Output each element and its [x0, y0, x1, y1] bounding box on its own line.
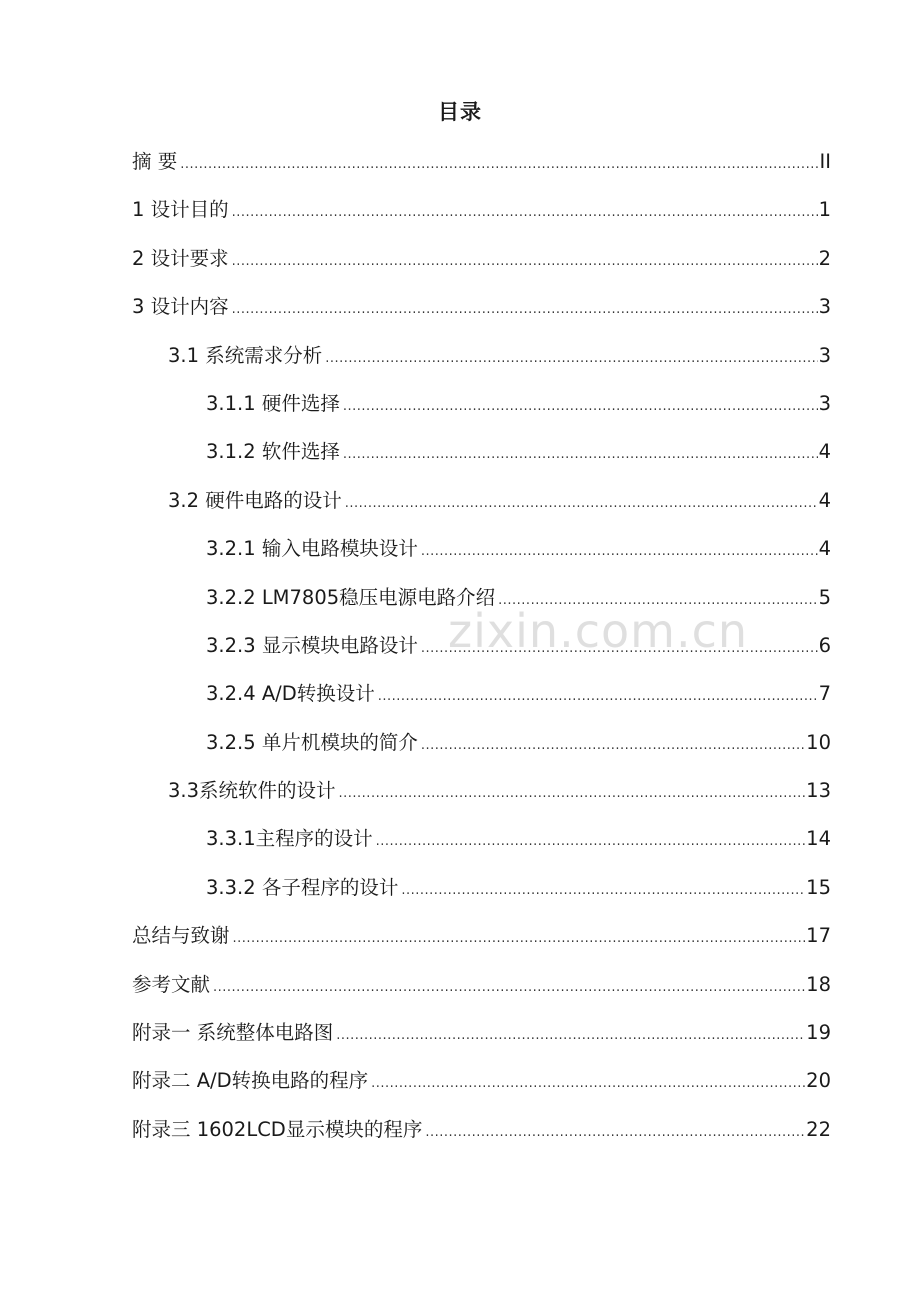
- toc-entry-title: 摘 要: [132, 150, 178, 173]
- toc-entry-title: 1 设计目的: [132, 198, 229, 222]
- toc-entry[interactable]: [132, 916, 831, 964]
- toc-page-number: 10: [806, 730, 831, 754]
- dot-leader: [339, 774, 806, 814]
- toc-entry-title: 附录二 A/D转换电路的程序: [132, 1069, 369, 1093]
- toc-entry-title: 3.2.4 A/D转换设计: [206, 682, 375, 706]
- dot-leader: [421, 532, 818, 572]
- dot-leader: [343, 435, 818, 475]
- toc-page-number: 14: [806, 827, 831, 851]
- dot-leader: [180, 145, 818, 185]
- toc-entry[interactable]: [132, 336, 831, 384]
- watermark: zixin.com.cn: [448, 604, 749, 658]
- toc-page-number: 4: [818, 488, 831, 512]
- toc-page-number: II: [819, 150, 831, 173]
- toc-entry[interactable]: [132, 771, 831, 819]
- toc-entry[interactable]: [132, 819, 831, 867]
- toc-title: 目录: [438, 100, 482, 124]
- dot-leader: [232, 193, 818, 233]
- toc-page-number: 4: [818, 537, 831, 561]
- toc-entry[interactable]: [132, 190, 831, 238]
- toc-entry[interactable]: [132, 1013, 831, 1061]
- dot-leader: [421, 726, 805, 766]
- toc-entry[interactable]: [132, 481, 831, 529]
- dot-leader: [345, 484, 818, 524]
- toc-entry-title: 3 设计内容: [132, 295, 229, 319]
- dot-leader: [421, 629, 818, 669]
- toc-entry[interactable]: [132, 142, 831, 190]
- toc-entry[interactable]: [132, 239, 831, 287]
- toc-entry[interactable]: [132, 578, 831, 626]
- toc-entry-title: 总结与致谢: [132, 924, 230, 948]
- toc-entry-title: 3.1.2 软件选择: [206, 440, 340, 464]
- toc-entry-title: 附录一 系统整体电路图: [132, 1021, 334, 1045]
- toc-entry[interactable]: [132, 868, 831, 916]
- toc-entry-title: 3.3.2 各子程序的设计: [206, 875, 399, 899]
- toc-entry-title: 3.1.1 硬件选择: [206, 391, 340, 415]
- toc-page-number: 19: [806, 1021, 831, 1045]
- toc-entry[interactable]: [132, 626, 831, 674]
- toc-page-number: 20: [806, 1069, 831, 1093]
- toc-list: [132, 142, 831, 1158]
- toc-page-number: 13: [806, 779, 831, 803]
- toc-page-number: 22: [806, 1117, 831, 1141]
- dot-leader: [371, 1064, 805, 1104]
- toc-entry-title: 3.2.5 单片机模块的简介: [206, 730, 418, 754]
- toc-entry[interactable]: [132, 432, 831, 480]
- toc-page-number: 4: [818, 440, 831, 464]
- toc-entry[interactable]: [132, 723, 831, 771]
- toc-entry-title: 3.2.1 输入电路模块设计: [206, 537, 418, 561]
- toc-page-number: 3: [818, 295, 831, 319]
- dot-leader: [343, 387, 818, 427]
- toc-page-number: 7: [818, 682, 831, 706]
- toc-entry-title: 3.3系统软件的设计: [168, 779, 336, 803]
- toc-entry-title: 3.2.2 LM7805稳压电源电路介绍: [206, 585, 496, 609]
- dot-leader: [376, 822, 806, 862]
- dot-leader: [498, 581, 817, 621]
- toc-page-number: 1: [818, 198, 831, 222]
- toc-entry-title: 3.2.3 显示模块电路设计: [206, 633, 418, 657]
- toc-entry-title: 3.2 硬件电路的设计: [168, 488, 342, 512]
- dot-leader: [378, 677, 818, 717]
- toc-page-number: 15: [806, 875, 831, 899]
- toc-entry[interactable]: [132, 529, 831, 577]
- toc-page-number: 2: [818, 246, 831, 270]
- toc-entry[interactable]: [132, 287, 831, 335]
- dot-leader: [336, 1016, 805, 1056]
- toc-page-number: 18: [806, 972, 831, 996]
- dot-leader: [425, 1113, 805, 1153]
- dot-leader: [233, 919, 806, 959]
- toc-entry[interactable]: [132, 1110, 831, 1158]
- dot-leader: [325, 339, 817, 379]
- toc-entry-title: 参考文献: [132, 972, 211, 996]
- toc-page-number: 6: [818, 633, 831, 657]
- toc-entry-title: 附录三 1602LCD显示模块的程序: [132, 1117, 423, 1141]
- toc-entry-title: 3.3.1主程序的设计: [206, 827, 373, 851]
- dot-leader: [232, 290, 818, 330]
- toc-entry[interactable]: [132, 384, 831, 432]
- toc-entry[interactable]: [132, 1061, 831, 1109]
- toc-entry-title: 3.1 系统需求分析: [168, 343, 323, 367]
- dot-leader: [213, 968, 805, 1008]
- toc-entry-title: 2 设计要求: [132, 246, 229, 270]
- dot-leader: [232, 242, 818, 282]
- toc-page-number: 3: [818, 391, 831, 415]
- toc-entry[interactable]: [132, 674, 831, 722]
- toc-page-number: 3: [818, 343, 831, 367]
- toc-entry[interactable]: [132, 965, 831, 1013]
- toc-page-number: 5: [818, 585, 831, 609]
- dot-leader: [401, 871, 805, 911]
- toc-page-number: 17: [806, 924, 831, 948]
